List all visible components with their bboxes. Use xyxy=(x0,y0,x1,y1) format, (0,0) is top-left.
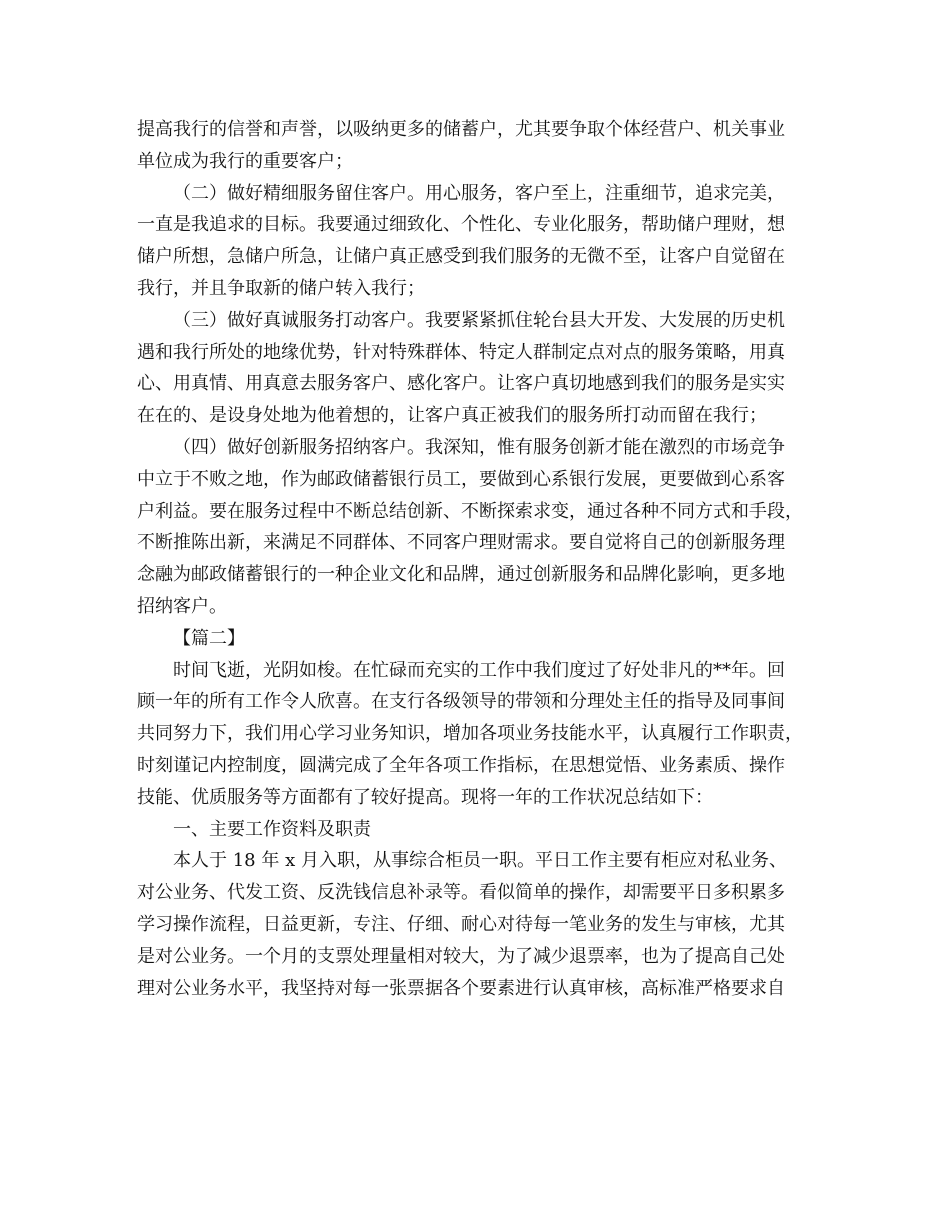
text-line: 心、用真情、用真意去服务客户、感化客户。让客户真切地感到我们的服务是实实 xyxy=(137,373,785,395)
text-line: 遇和我行所处的地缘优势，针对特殊群体、特定人群制定点对点的服务策略，用真 xyxy=(137,341,785,363)
text-line: 共同努力下，我们用心学习业务知识，增加各项业务技能水平，认真履行工作职责， xyxy=(137,723,803,745)
text-line: 时刻谨记内控制度，圆满完成了全年各项工作指标，在思想觉悟、业务素质、操作 xyxy=(137,754,785,776)
text-line: （三）做好真诚服务打动客户。我要紧紧抓住轮台县大开发、大发展的历史机 xyxy=(173,309,785,331)
text-line: 理对公业务水平，我坚持对每一张票据各个要素进行认真审核，高标准严格要求自 xyxy=(137,977,785,999)
text-line: 单位成为我行的重要客户； xyxy=(137,150,353,172)
text-line: 不断推陈出新，来满足不同群体、不同客户理财需求。要自觉将自己的创新服务理 xyxy=(137,532,785,554)
text-line: 招纳客户。 xyxy=(137,595,227,617)
text-line: 对公业务、代发工资、反洗钱信息补录等。看似简单的操作，却需要平日多积累多 xyxy=(137,882,785,904)
subsection-heading: 一、主要工作资料及职责 xyxy=(173,818,371,840)
text-line: 我行，并且争取新的储户转入我行； xyxy=(137,277,425,299)
text-line: 学习操作流程，日益更新，专注、仔细、耐心对待每一笔业务的发生与审核，尤其 xyxy=(137,913,785,935)
text-line: 是对公业务。一个月的支票处理量相对较大，为了减少退票率，也为了提高自己处 xyxy=(137,945,785,967)
text-line: （二）做好精细服务留住客户。用心服务，客户至上，注重细节，追求完美， xyxy=(173,182,785,204)
text-line: 中立于不败之地，作为邮政储蓄银行员工，要做到心系银行发展，更要做到心系客 xyxy=(137,468,785,490)
text-line: 顾一年的所有工作令人欣喜。在支行各级领导的带领和分理处主任的指导及同事间 xyxy=(137,691,785,713)
text-line: （四）做好创新服务招纳客户。我深知，惟有服务创新才能在激烈的市场竞争 xyxy=(173,436,785,458)
section-heading: 【篇二】 xyxy=(173,627,245,649)
document-body xyxy=(137,114,817,1004)
text-line: 在在的、是设身处地为他着想的，让客户真正被我们的服务所打动而留在我行； xyxy=(137,405,767,427)
text-line: 技能、优质服务等方面都有了较好提高。现将一年的工作状况总结如下： xyxy=(137,786,713,808)
text-line: 时间飞逝，光阴如梭。在忙碌而充实的工作中我们度过了好处非凡的**年。回 xyxy=(173,659,785,681)
text-line: 提高我行的信誉和声誉，以吸纳更多的储蓄户，尤其要争取个体经营户、机关事业 xyxy=(137,119,785,140)
text-line: 本人于 18 年 x 月入职，从事综合柜员一职。平日工作主要有柜应对私业务、 xyxy=(173,850,787,872)
text-line: 念融为邮政储蓄银行的一种企业文化和品牌，通过创新服务和品牌化影响，更多地 xyxy=(137,564,785,586)
text-line: 一直是我追求的目标。我要通过细致化、个性化、专业化服务，帮助储户理财，想 xyxy=(137,214,785,236)
text-line: 户利益。要在服务过程中不断总结创新、不断探索求变，通过各种不同方式和手段， xyxy=(137,500,803,522)
text-line: 储户所想，急储户所急，让储户真正感受到我们服务的无微不至，让客户自觉留在 xyxy=(137,246,785,268)
